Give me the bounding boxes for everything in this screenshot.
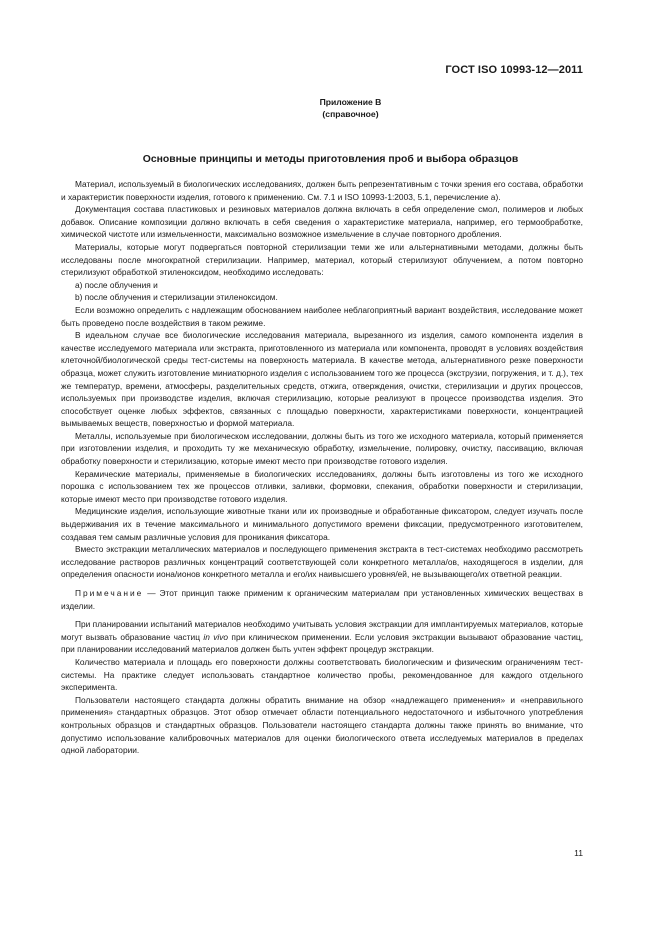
page-number: 11 xyxy=(574,848,583,858)
paragraph: Пользователи настоящего стандарта должны обратить внимание на обзор «надлежащего применения» и «неправильного применения» стандартных образцов. Этот обзор отмечает области потенциального недостаточного и избыточного употребления контрольных образцов и стандартных образцов. Пользователи настоящего стандарта должны также принять во внимание, что допустимо использование калибровочных материалов для оценки биологического ответа исследуемых материалов в пределах одной лаборатории. xyxy=(61,694,583,756)
note xyxy=(61,587,583,612)
paragraph: Металлы, используемые при биологическом исследовании, должны быть из того же исходного материала, который применяется при изготовлении изделия, и проходить ту же механическую обработку, измельчение, полировку, очистку, пассивацию, включая обработку поверхности и стерилизацию, которые имеют место при производстве готового изделия. xyxy=(61,430,583,467)
standard-header: ГОСТ ISO 10993-12—2011 xyxy=(445,64,583,76)
paragraph-part: при клиническом применении. Если условия экстракции вызывают образование частиц, при планировании исследований материалов должен быть учтен эффект процедур экстракции. xyxy=(61,631,584,655)
note-label: Примечание xyxy=(75,588,144,598)
paragraph: Количество материала и площадь его поверхности должны соответствовать биологическим и физическим ограничениям тест-системы. На практике следует использовать стандартное количество пробы, рекомендованное для каждого отдельного эксперимента. xyxy=(61,656,583,693)
note-text: — Этот принцип также применим к органическим материалам при установленных химических веществах в изделии. xyxy=(61,588,583,611)
paragraph: Материал, используемый в биологических исследованиях, должен быть репрезентативным с точки зрения его состава, обработки и характеристик поверхности изделия, готового к применению. См. 7.1 и ISO 10993-1:2003, 5.1, перечисление а). xyxy=(61,179,583,202)
list-item: b) после облучения и стерилизации этиленоксидом. xyxy=(75,292,278,303)
paragraph: Керамические материалы, применяемые в биологических исследованиях, должны быть изготовлены из того же исходного порошка с использованием тех же процессов отливки, заливки, формовки, спекания, обработки поверхности и стерилизации, которые имеют место при производстве готового изделия. xyxy=(61,468,583,504)
paragraph: Если возможно определить с надлежащим обоснованием наиболее неблагоприятный вариант воздействия, исследование может быть проведено после воздействия в таком режиме. xyxy=(61,304,583,328)
appendix-type: (справочное) xyxy=(322,109,379,119)
body-text xyxy=(61,178,583,757)
italic-term: in vivo xyxy=(203,631,229,642)
paragraph-part: При планировании испытаний материалов необходимо учитывать условия экстракции для имплантируемых материалов, которые могут вызвать образование частиц xyxy=(61,619,583,642)
paragraph: Материалы, которые могут подвергаться повторной стерилизации теми же или альтернативными методами, должны быть исследованы после многократной стерилизации. Например, материал, который стерилизуют облучением, а потом повторно стерилизуют обработкой этиленоксидом, необходимо исследовать: xyxy=(61,241,583,278)
paragraph: Медицинские изделия, использующие животные ткани или их производные и обработанные фиксатором, следует изучать после выдерживания их в течение максимального и минимального допустимого времени фиксации, предусмотренного изготовителем, создавая тем самым различные условия для проникания фиксатора. xyxy=(61,506,583,542)
appendix-heading xyxy=(0,96,661,120)
list-item: a) после облучения и xyxy=(75,279,158,290)
paragraph xyxy=(61,618,583,656)
section-title: Основные принципы и методы приготовления проб и выбора образцов xyxy=(142,154,519,165)
appendix-label: Приложение В xyxy=(319,97,382,107)
paragraph: В идеальном случае все биологические исследования материала, вырезанного из изделия, самого компонента изделия в качестве исследуемого материала или экстракта, приготовленного из материала или компонента, проводят в условиях воздействия клеточной/биологической среды тест-системы на поверхность материала. В качестве метода, альтернативного резке поверхности образца, может служить изготовление миниатюрного изделия с использованием того же процесса (экструзии, погружения, и т. д.), тех же температур, времени, атмосферы, разделительных средств, отжига, отверждения, очистки, стерилизации и других процессов, используемых при производстве изделия, включая стерилизацию, которые реализуют в процессе производства изделия. Это способствует оценке любых эффектов, связанных с площадью поверхности, характеристиками поверхности, концентрацией вымываемых веществ, поверхностью и формой материала. xyxy=(61,330,583,429)
paragraph: Вместо экстракции металлических материалов и последующего применения экстракта в тест-системах необходимо рассмотреть исследование растворов различных концентраций соответствующей соли конкретного металла/ов, находящегося в изделии, для определения опасности иона/ионов конкретного металла и его/их наивысшего уровня/ей, не вызывающего/их ответной реакции. xyxy=(61,544,583,580)
paragraph: Документация состава пластиковых и резиновых материалов должна включать в себя определение смол, полимеров и любых добавок. Описание композиции должно включать в себя сведения о характеристике материала, например, его термообработке, химической чистоте или измельченности, максимально возможное измельчение в случае повторного дробления. xyxy=(61,204,583,240)
